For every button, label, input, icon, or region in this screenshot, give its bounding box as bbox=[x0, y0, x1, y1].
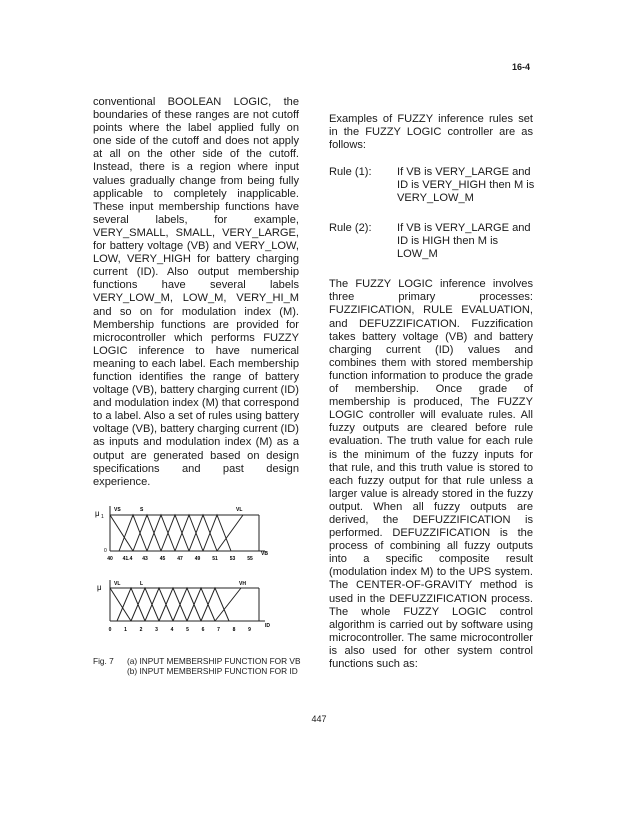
rules-intro: Examples of FUZZY inference rules set in the FUZZY LOGIC controller are as follows: bbox=[329, 113, 533, 152]
tick-label: 55 bbox=[247, 556, 253, 562]
tick-label: 7 bbox=[217, 627, 220, 633]
tick-label: 9 bbox=[248, 627, 251, 633]
tick-label: 45 bbox=[159, 556, 166, 562]
page-number: 447 bbox=[311, 714, 327, 724]
tick-label: 47 bbox=[177, 556, 183, 562]
figure-vb-membership bbox=[93, 502, 303, 562]
tick-label: 4 bbox=[170, 627, 174, 633]
mu-label: μ bbox=[95, 509, 100, 518]
tick-label: 5 bbox=[186, 627, 189, 633]
axis-label-id: ID bbox=[265, 623, 270, 629]
tick-label: 49 bbox=[194, 556, 201, 562]
tick-label: 8 bbox=[232, 627, 236, 633]
origin-label: 0 bbox=[104, 548, 107, 554]
label-vs: VS bbox=[114, 507, 121, 513]
label-vh: VH bbox=[239, 581, 246, 587]
label-vl: VL bbox=[236, 507, 243, 513]
tick-label: 3 bbox=[155, 627, 158, 633]
tick-label: 41.4 bbox=[122, 556, 133, 562]
body-paragraph: conventional BOOLEAN LOGIC, the boundaries of these ranges are not cutoff points where the label applied fully on one side of the cutoff and does not apply at all on the other side of the cutoff. Instead, there is a region where input values gradually change from being fully applicable to completely inapplicable. These input membership functions have several labels, for example, VERY_SMALL, SMALL, VERY_LARGE, for battery voltage (VB) and VERY_LOW, LOW, VERY_HIGH for battery charging current (ID). Also output membership functions have several labels VERY_LOW_M, LOW_M, VERY_HI_M and so on for modulation index (M). Membership functions are provided for microcontroller which performs FUZZY LOGIC inference to have numerical meaning to each label. Each membership function identifies the range of battery voltage (VB), battery charging current (ID) and modulation index (M) that correspond to a label. Also a set of rules using battery voltage (VB), battery charging current (ID) as inputs and modulation index (M) as a output are generated based on design specifications and past design experience. bbox=[93, 96, 299, 488]
page-code: 16-4 bbox=[511, 62, 530, 72]
inference-paragraph: The FUZZY LOGIC inference involves three primary processes: FUZZIFICATION, RULE EVALUATION, and DEFUZZIFICATION. Fuzzification takes battery voltage (VB) and battery charging current (ID) values and combines them with stored membership function information to produce the grade of membership. Once grade of membership is produced, The FUZZY LOGIC controller will evaluate rules. All fuzzy outputs are cleared before rule evaluation. The truth value for each rule is the minimum of the fuzzy inputs for that rule, and this truth value is stored to each fuzzy output for that rule unless a larger value is already stored in the fuzzy output. When all fuzzy outputs are derived, the DEFUZZIFICATION is performed. DEFUZZIFICATION is the process of combining all fuzzy outputs into a specific composite result (modulation index M) to the UPS system. The CENTER-OF-GRAVITY method is used in the DEFUZZIFICATION process. The whole FUZZY LOGIC control algorithm is carried out by software using microcontroller. The same microcontroller is also used for other system control functions such as: bbox=[329, 278, 533, 670]
label-s: S bbox=[140, 507, 144, 513]
rule-1-label: Rule (1): bbox=[329, 166, 372, 179]
left-column bbox=[93, 96, 299, 489]
tick-label: 0 bbox=[108, 627, 112, 633]
mu-label: μ bbox=[97, 583, 102, 592]
figure-id-membership bbox=[93, 576, 303, 636]
rule-1-text: If VB is VERY_LARGE and ID is VERY_HIGH then M is VERY_LOW_M bbox=[397, 166, 535, 205]
label-vl-b: VL bbox=[114, 581, 121, 587]
rule-2-label: Rule (2): bbox=[329, 222, 372, 235]
tick-label: 40 bbox=[107, 556, 113, 562]
tick-label: 53 bbox=[229, 556, 236, 562]
rule-1 bbox=[329, 166, 533, 208]
mu-subscript: 1 bbox=[101, 514, 104, 520]
caption-item-a: (a) INPUT MEMBERSHIP FUNCTION FOR VB bbox=[127, 656, 301, 666]
tick-label: 43 bbox=[142, 556, 148, 562]
axis-label-vb: VB bbox=[261, 551, 268, 557]
caption-item-b: (b) INPUT MEMBERSHIP FUNCTION FOR ID bbox=[127, 666, 298, 677]
label-l: L bbox=[140, 581, 144, 587]
tick-label: 51 bbox=[212, 556, 218, 562]
tick-label: 1 bbox=[124, 627, 127, 633]
tick-label: 2 bbox=[139, 627, 143, 633]
right-column bbox=[329, 113, 533, 671]
rule-2-text: If VB is VERY_LARGE and ID is HIGH then M is LOW_M bbox=[397, 222, 531, 261]
tick-label: 6 bbox=[201, 627, 205, 633]
rule-2 bbox=[329, 222, 533, 264]
figure-label: Fig. 7 bbox=[93, 656, 114, 666]
